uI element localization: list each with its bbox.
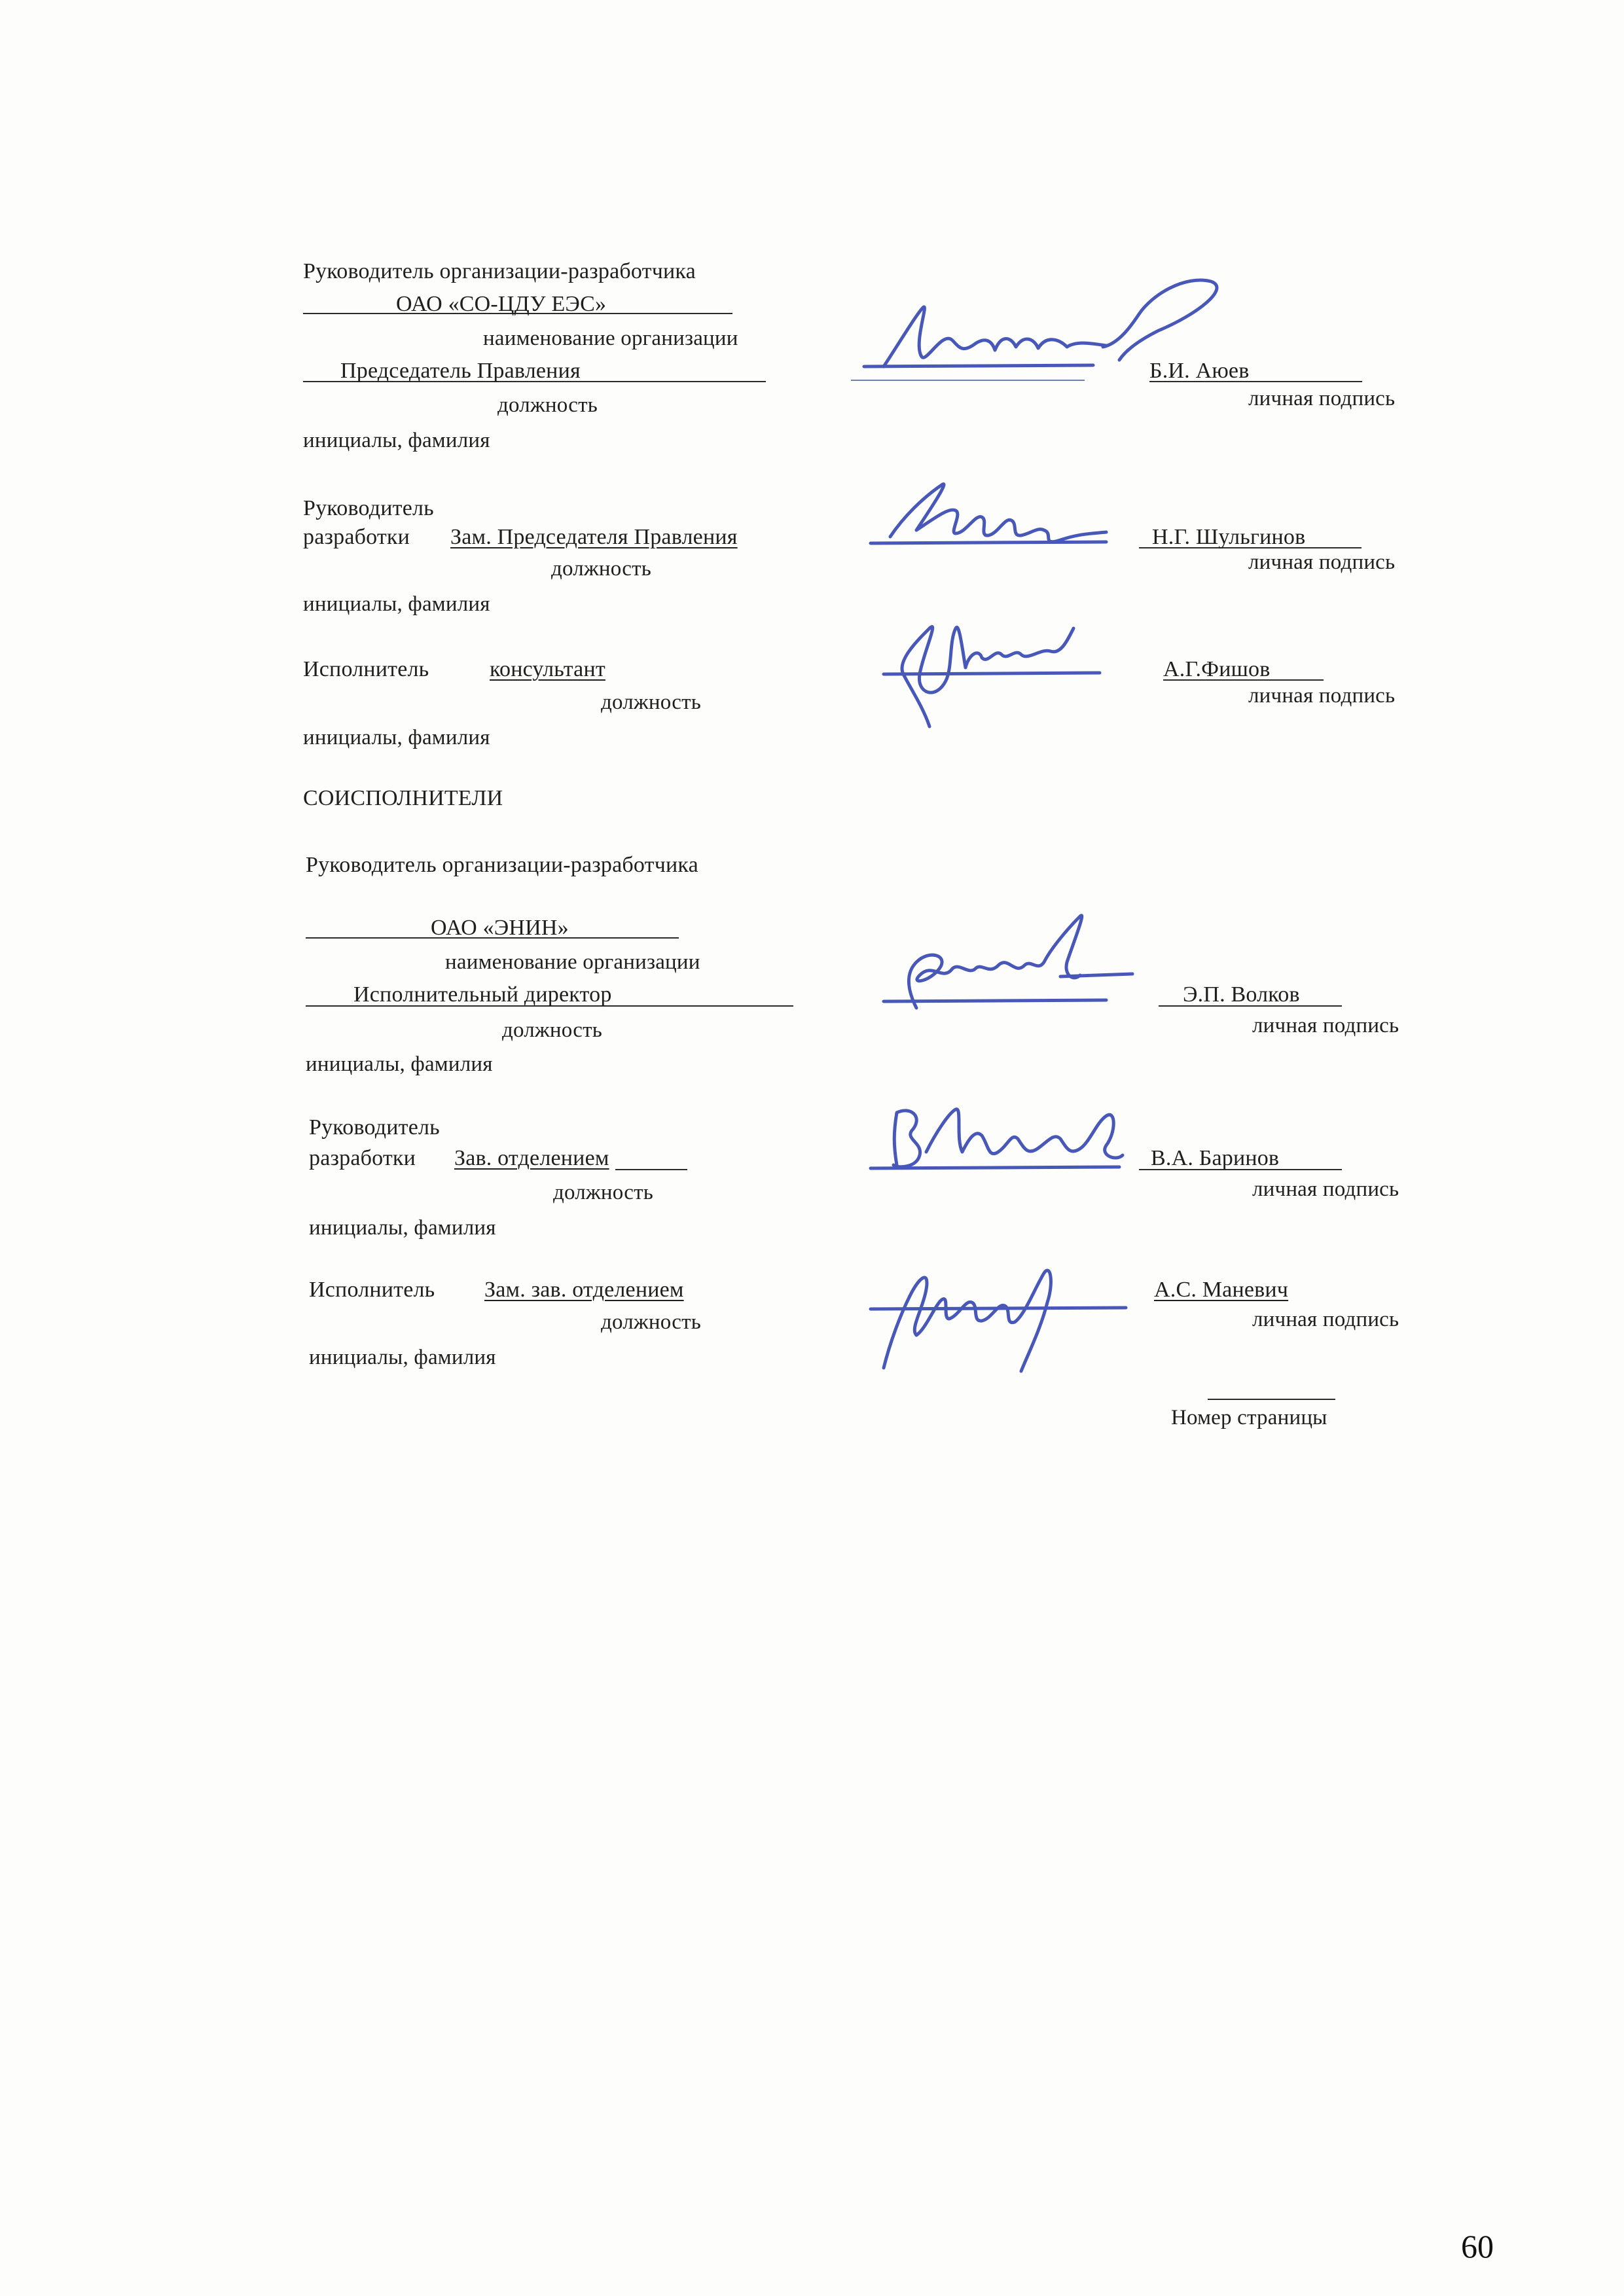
section4-org: ОАО «ЭНИН» [431,916,569,940]
section6-position-caption: должность [601,1310,702,1334]
section6-signature-caption: личная подпись [1252,1308,1399,1331]
section5-header: Руководитель [309,1115,440,1139]
section5-signature [857,1093,1132,1185]
section5-position-caption: должность [553,1181,654,1204]
section1-position: Председатель Правления [340,359,581,383]
coexecutors-heading: СОИСПОЛНИТЕЛИ [303,786,503,810]
section2-name: Н.Г. Шульгинов [1152,525,1306,549]
section2-position: Зам. Председателя Правления [450,525,738,549]
section6-prefix: Исполнитель [309,1278,435,1302]
section6-name: А.С. Маневич [1154,1278,1289,1302]
section2-signature [864,471,1113,556]
section4-position-caption: должность [502,1018,603,1042]
section5-position-line [615,1169,687,1170]
section6-signature [864,1244,1139,1374]
section1-signature-caption: личная подпись [1248,387,1396,410]
section3-initials-caption: инициалы, фамилия [303,726,490,749]
section5-initials-caption: инициалы, фамилия [309,1216,496,1240]
section4-name-line [1159,1005,1342,1007]
section2-signature-caption: личная подпись [1248,550,1396,574]
section3-position: консультант [490,657,605,681]
section1-name-line [1149,381,1362,382]
section4-initials-caption: инициалы, фамилия [306,1052,493,1076]
section3-name: А.Г.Фишов [1163,657,1271,681]
section2-initials-caption: инициалы, фамилия [303,592,490,616]
section4-signature [871,903,1146,1021]
section2-position-caption: должность [551,557,652,581]
section1-header: Руководитель организации-разработчика [303,259,696,283]
section1-org-caption: наименование организации [483,327,738,350]
page-number-line [1208,1399,1335,1400]
section1-position-caption: должность [497,393,598,417]
section4-position: Исполнительный директор [353,982,612,1007]
section5-signature-caption: личная подпись [1252,1177,1399,1201]
section5-position: Зав. отделением [454,1146,609,1170]
section2-prefix: разработки [303,525,410,549]
section6-initials-caption: инициалы, фамилия [309,1346,496,1369]
section4-name: Э.П. Волков [1183,982,1300,1007]
section1-initials-caption: инициалы, фамилия [303,429,490,452]
section3-signature [884,602,1119,733]
section3-position-caption: должность [601,691,702,714]
section5-name: В.А. Баринов [1151,1146,1280,1170]
page-number: 60 [1461,2228,1494,2265]
section1-name: Б.И. Аюев [1149,359,1250,383]
page-number-caption: Номер страницы [1171,1406,1327,1429]
section6-position: Зам. зав. отделением [484,1278,684,1302]
section4-org-caption: наименование организации [445,950,700,974]
section4-signature-caption: личная подпись [1252,1014,1399,1037]
section3-prefix: Исполнитель [303,657,429,681]
section3-signature-caption: личная подпись [1248,684,1396,708]
section4-header: Руководитель организации-разработчика [306,853,698,877]
section5-name-line [1139,1169,1342,1170]
section5-prefix: разработки [309,1146,416,1170]
section2-header: Руководитель [303,496,434,520]
section1-org: ОАО «СО-ЦДУ ЕЭС» [396,292,607,316]
